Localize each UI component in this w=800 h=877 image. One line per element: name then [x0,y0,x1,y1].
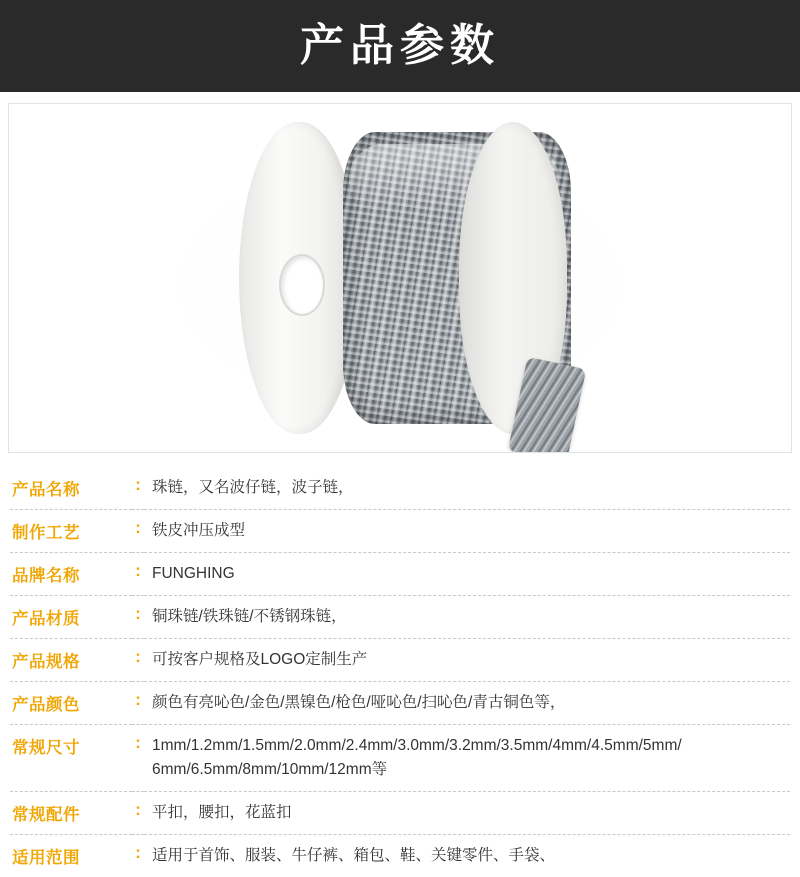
spec-separator: : [135,519,141,538]
table-row [10,510,790,553]
spec-value: 适用于首饰、服装、牛仔裤、箱包、鞋、关键零件、手袋、 [152,847,556,865]
table-row [10,553,790,596]
spec-value: 珠链，又名波仔链，波子链， [152,479,354,496]
spec-separator: : [135,605,141,624]
spec-value-line-1: 1mm/1.2mm/1.5mm/2.0mm/2.4mm/3.0mm/3.2mm/3.5mm/4mm/4.5mm/5mm/ [152,737,682,755]
spec-value: 铜珠链/铁珠链/不锈钢珠链， [152,608,347,626]
bead-chain-spool [231,114,576,444]
spec-separator: : [135,562,141,581]
product-photo [9,104,791,452]
table-row [10,792,790,835]
table-row [10,596,790,639]
spec-value: FUNGHING [152,565,235,583]
spec-label: 产品颜色 [12,696,80,715]
table-row [10,725,790,792]
spec-label: 常规配件 [12,806,80,825]
specification-table [10,467,790,877]
table-row [10,682,790,725]
spec-value: 颜色有亮吣色/金色/黑镍色/枪色/哑吣色/扫吣色/青古铜色等， [152,694,566,712]
spec-label: 品牌名称 [12,567,80,586]
spec-label: 产品名称 [12,481,80,499]
spec-label: 适用范围 [12,849,80,868]
spec-separator: : [135,844,141,863]
spec-value: 平扣，腰扣，花蓝扣 [152,804,292,822]
spec-separator: : [135,801,141,820]
spec-value: 铁皮冲压成型 [152,522,246,540]
table-row [10,467,790,510]
spec-value-multiline [144,725,790,792]
spool-center-hole [279,254,325,316]
page-header-banner [0,0,800,92]
table-row [10,639,790,682]
spec-value-line-2: 6mm/6.5mm/8mm/10mm/12mm等 [152,761,388,779]
spec-label: 产品规格 [12,653,80,672]
spec-separator: : [135,476,141,494]
spec-label: 制作工艺 [12,524,80,543]
spec-value: 可按客户规格及LOGO定制生产 [152,651,368,669]
spec-separator: : [135,734,141,753]
table-row [10,835,790,877]
page-title: 产品参数 [300,21,500,70]
spec-label: 产品材质 [12,610,80,629]
spec-separator: : [135,691,141,710]
spec-separator: : [135,648,141,667]
product-image-frame [8,103,792,453]
spec-label: 常规尺寸 [12,739,80,758]
